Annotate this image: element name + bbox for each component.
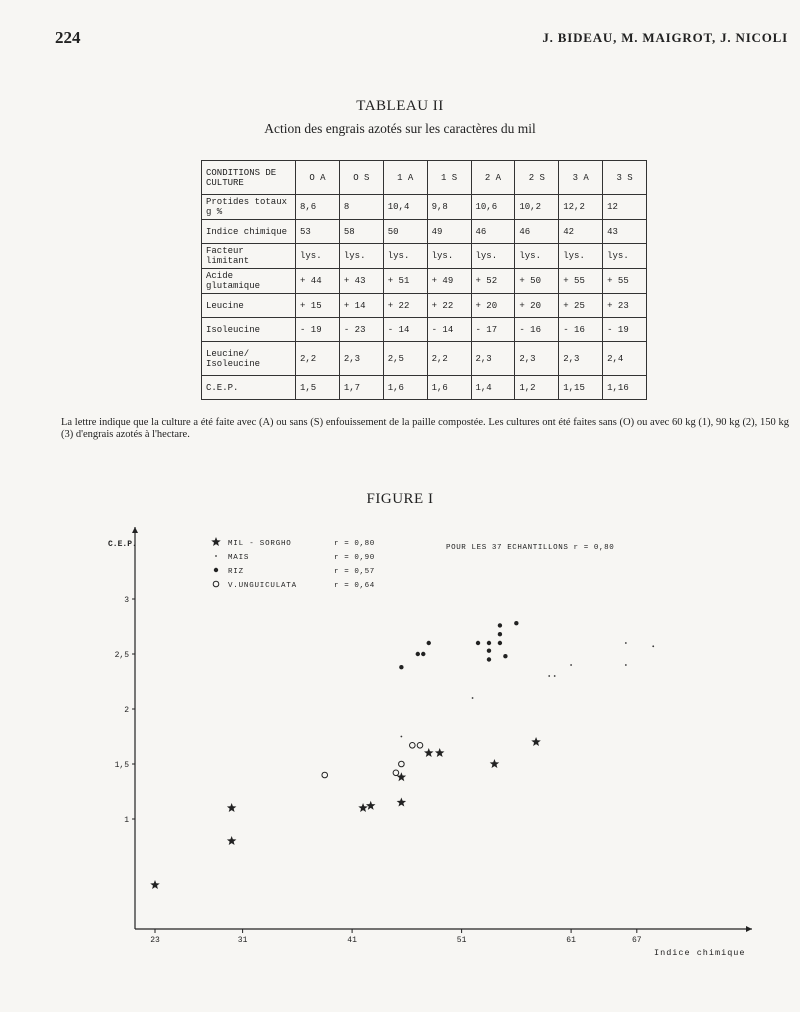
table-cell: 1,7 [339, 376, 383, 400]
data-point [490, 759, 500, 768]
legend-label: MAIS [228, 554, 250, 562]
table-cell: 2,3 [471, 342, 515, 376]
row-label: Isoleucine [202, 318, 296, 342]
data-point [625, 642, 627, 644]
legend-marker [211, 537, 221, 546]
table-cell: 53 [296, 220, 340, 244]
table-cell: lys. [383, 244, 427, 269]
table-title: TABLEAU II [356, 98, 444, 114]
table-cell: + 51 [383, 269, 427, 294]
table-cell: 49 [427, 220, 471, 244]
x-axis-label: Indice chimique [654, 948, 746, 958]
data-point [570, 664, 572, 666]
table-cell: 50 [383, 220, 427, 244]
legend-r-value: r = 0,80 [334, 540, 375, 548]
legend-r-value: r = 0,90 [334, 554, 375, 562]
data-point [514, 621, 518, 625]
table-cell: - 23 [339, 318, 383, 342]
data-point [150, 880, 160, 889]
data-point [487, 641, 491, 645]
table-cell: - 19 [296, 318, 340, 342]
authors: J. BIDEAU, M. MAIGROT, J. NICOLI [542, 30, 788, 45]
data-point [498, 641, 502, 645]
table-cell: 2,4 [603, 342, 647, 376]
column-header: 2 S [515, 161, 559, 195]
figure-title: FIGURE I [366, 491, 434, 507]
table-cell: + 22 [383, 294, 427, 318]
table-cell: 2,2 [427, 342, 471, 376]
y-tick-label: 2,5 [114, 651, 129, 660]
table-cell: + 49 [427, 269, 471, 294]
table-cell: - 14 [427, 318, 471, 342]
table-subtitle: Action des engrais azotés sur les caractères du mil [264, 121, 536, 136]
column-header-conditions: CONDITIONS DE CULTURE [202, 161, 296, 195]
table-cell: + 20 [515, 294, 559, 318]
x-tick-label: 51 [456, 936, 467, 945]
table-cell: lys. [559, 244, 603, 269]
legend-label: RIZ [228, 568, 244, 576]
table-cell: 1,2 [515, 376, 559, 400]
data-point [498, 623, 502, 627]
table-cell: - 19 [603, 318, 647, 342]
y-axis-arrow [132, 527, 138, 533]
row-label: Leucine/ Isoleucine [202, 342, 296, 376]
table-cell: 8 [339, 195, 383, 220]
table-cell: 10,4 [383, 195, 427, 220]
table-cell: + 43 [339, 269, 383, 294]
legend-marker [214, 568, 218, 572]
legend-label: V.UNGUICULATA [228, 582, 297, 590]
y-tick-label: 2 [124, 706, 129, 715]
table-cell: + 55 [603, 269, 647, 294]
data-point [487, 657, 491, 661]
data-point [397, 772, 407, 781]
table-cell: 42 [559, 220, 603, 244]
legend-r-value: r = 0,64 [334, 582, 375, 590]
x-tick-label: 61 [566, 936, 576, 945]
x-tick-label: 23 [150, 936, 160, 945]
row-label: Leucine [202, 294, 296, 318]
table-cell: 1,6 [427, 376, 471, 400]
table-cell: - 14 [383, 318, 427, 342]
table-cell: 1,4 [471, 376, 515, 400]
table-cell: 10,6 [471, 195, 515, 220]
data-point [417, 743, 423, 749]
table-cell: lys. [515, 244, 559, 269]
table-cell: lys. [339, 244, 383, 269]
table-cell: 1,16 [603, 376, 647, 400]
data-point [322, 772, 328, 778]
data-point [476, 641, 480, 645]
data-point [400, 736, 402, 738]
column-header: 1 S [427, 161, 471, 195]
y-axis-label: C.E.P. [108, 540, 137, 549]
x-tick-label: 67 [631, 936, 642, 945]
legend-label: MIL - SORGHO [228, 540, 292, 548]
table-cell: 10,2 [515, 195, 559, 220]
y-tick-label: 3 [124, 596, 129, 605]
y-tick-label: 1 [124, 816, 129, 825]
data-point [397, 798, 407, 807]
data-point [393, 770, 399, 776]
table-cell: 1,5 [296, 376, 340, 400]
data-point [625, 664, 627, 666]
table-cell: + 52 [471, 269, 515, 294]
table-cell: + 55 [559, 269, 603, 294]
table-cell: + 15 [296, 294, 340, 318]
data-point [227, 803, 237, 812]
column-header: O S [339, 161, 383, 195]
table-cell: 1,15 [559, 376, 603, 400]
data-point [498, 632, 502, 636]
table-cell: 46 [471, 220, 515, 244]
table-cell: 12 [603, 195, 647, 220]
column-header: O A [296, 161, 340, 195]
row-label: Facteur limitant [202, 244, 296, 269]
page-number: 224 [55, 28, 81, 47]
data-point [366, 801, 376, 810]
y-tick-label: 1,5 [114, 761, 129, 770]
data-point [410, 743, 416, 749]
data-point [435, 748, 445, 757]
row-label: Acide glutamique [202, 269, 296, 294]
table-cell: lys. [471, 244, 515, 269]
table-cell: 46 [515, 220, 559, 244]
data-point [487, 649, 491, 653]
table-cell: 9,8 [427, 195, 471, 220]
data-point [399, 665, 403, 669]
table-cell: 2,3 [515, 342, 559, 376]
data-point [227, 836, 237, 845]
data-point [531, 737, 541, 746]
table-cell: + 50 [515, 269, 559, 294]
x-axis-arrow [746, 926, 752, 932]
column-header: 3 A [559, 161, 603, 195]
row-label: Protides totaux g % [202, 195, 296, 220]
data-point [554, 675, 556, 677]
table-cell: lys. [427, 244, 471, 269]
data-point [416, 652, 420, 656]
table-cell: + 14 [339, 294, 383, 318]
row-label: Indice chimique [202, 220, 296, 244]
table-cell: lys. [296, 244, 340, 269]
table-cell: + 25 [559, 294, 603, 318]
table-cell: 2,3 [339, 342, 383, 376]
legend-r-value: r = 0,57 [334, 568, 375, 576]
table-cell: + 20 [471, 294, 515, 318]
table-cell: - 16 [515, 318, 559, 342]
table-cell: + 22 [427, 294, 471, 318]
data-point [424, 748, 434, 757]
table-cell: 2,2 [296, 342, 340, 376]
table-cell: - 16 [559, 318, 603, 342]
table-cell: 2,5 [383, 342, 427, 376]
table-cell: 2,3 [559, 342, 603, 376]
column-header: 1 A [383, 161, 427, 195]
table-cell: 1,6 [383, 376, 427, 400]
column-header: 2 A [471, 161, 515, 195]
table-cell: lys. [603, 244, 647, 269]
table-cell: - 17 [471, 318, 515, 342]
legend-marker [215, 555, 217, 557]
table-cell: + 23 [603, 294, 647, 318]
table-cell: 58 [339, 220, 383, 244]
data-point [399, 761, 405, 767]
data-point [652, 645, 654, 647]
row-label: C.E.P. [202, 376, 296, 400]
data-point [503, 654, 507, 658]
data-point [427, 641, 431, 645]
column-header: 3 S [603, 161, 647, 195]
data-point [472, 697, 474, 699]
x-tick-label: 41 [347, 936, 357, 945]
table-caption: La lettre indique que la culture a été faite avec (A) ou sans (S) enfouissement de la paille compostée. Les cultures ont été faites sans (O) ou avec 60 kg (1), 90 kg (2), 150 kg (3) d'engrais azotés à l'hectare. [61, 417, 789, 440]
data-point [421, 652, 425, 656]
x-tick-label: 31 [237, 936, 248, 945]
data-point [548, 675, 550, 677]
table-cell: 43 [603, 220, 647, 244]
overall-correlation-note: POUR LES 37 ECHANTILLONS r = 0,80 [446, 544, 615, 552]
table-cell: 8,6 [296, 195, 340, 220]
table-cell: + 44 [296, 269, 340, 294]
table-cell: 12,2 [559, 195, 603, 220]
legend-marker [213, 581, 219, 587]
